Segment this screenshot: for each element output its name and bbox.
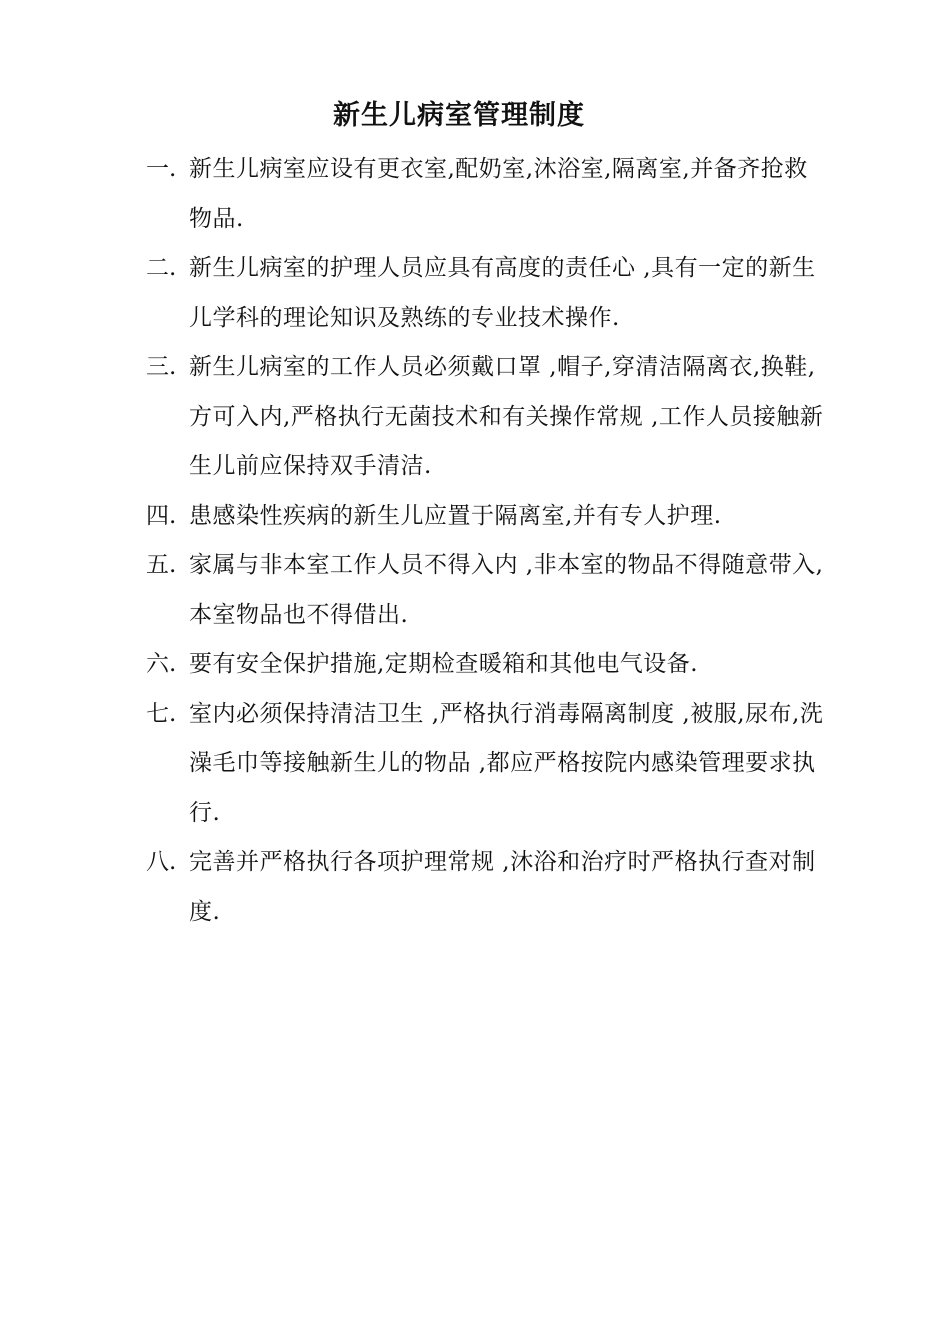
- regulation-item-3: [146, 343, 826, 492]
- item-number: 三.: [146, 354, 177, 380]
- item-number: 二.: [146, 255, 177, 281]
- item-text: 新生儿病室的工作人员必须戴口罩 ,帽子,穿清洁隔离衣,换鞋,方可入内,严格执行无菌技术和有关操作常规 ,工作人员接触新生儿前应保持双手清洁.: [189, 354, 824, 479]
- item-number: 四.: [146, 502, 177, 529]
- item-number: 六.: [146, 651, 177, 677]
- item-text: 室内必须保持清洁卫生 ,严格执行消毒隔离制度 ,被服,尿布,洗澡毛巾等接触新生儿的物品 ,都应严格按院内感染管理要求执行.: [189, 700, 824, 826]
- regulation-item-2: [146, 244, 826, 343]
- item-text: 完善并严格执行各项护理常规 ,沐浴和治疗时严格执行查对制度.: [189, 849, 816, 925]
- item-text: 新生儿病室应设有更衣室,配奶室,沐浴室,隔离室,并备齐抢救物品.: [189, 156, 808, 232]
- document-title: 新生儿病室管理制度: [333, 100, 585, 131]
- item-text: 患感染性疾病的新生儿应置于隔离室,并有专人护理.: [189, 502, 722, 529]
- item-text: 要有安全保护措施,定期检查暖箱和其他电气设备.: [189, 651, 699, 677]
- regulation-item-8: [146, 838, 826, 937]
- regulation-item-5: [146, 541, 826, 640]
- item-text: 新生儿病室的护理人员应具有高度的责任心 ,具有一定的新生儿学科的理论知识及熟练的专业技术操作.: [189, 255, 816, 331]
- item-number: 五.: [146, 552, 177, 578]
- item-text: 家属与非本室工作人员不得入内 ,非本室的物品不得随意带入,本室物品也不得借出.: [189, 552, 824, 628]
- regulation-item-1: [146, 145, 826, 244]
- regulation-list: [146, 145, 826, 937]
- regulation-item-6: [146, 640, 826, 690]
- regulation-item-4: [146, 492, 826, 542]
- item-number: 七.: [146, 700, 177, 727]
- item-number: 八.: [146, 849, 177, 875]
- item-number: 一.: [146, 156, 177, 182]
- regulation-item-7: [146, 690, 826, 839]
